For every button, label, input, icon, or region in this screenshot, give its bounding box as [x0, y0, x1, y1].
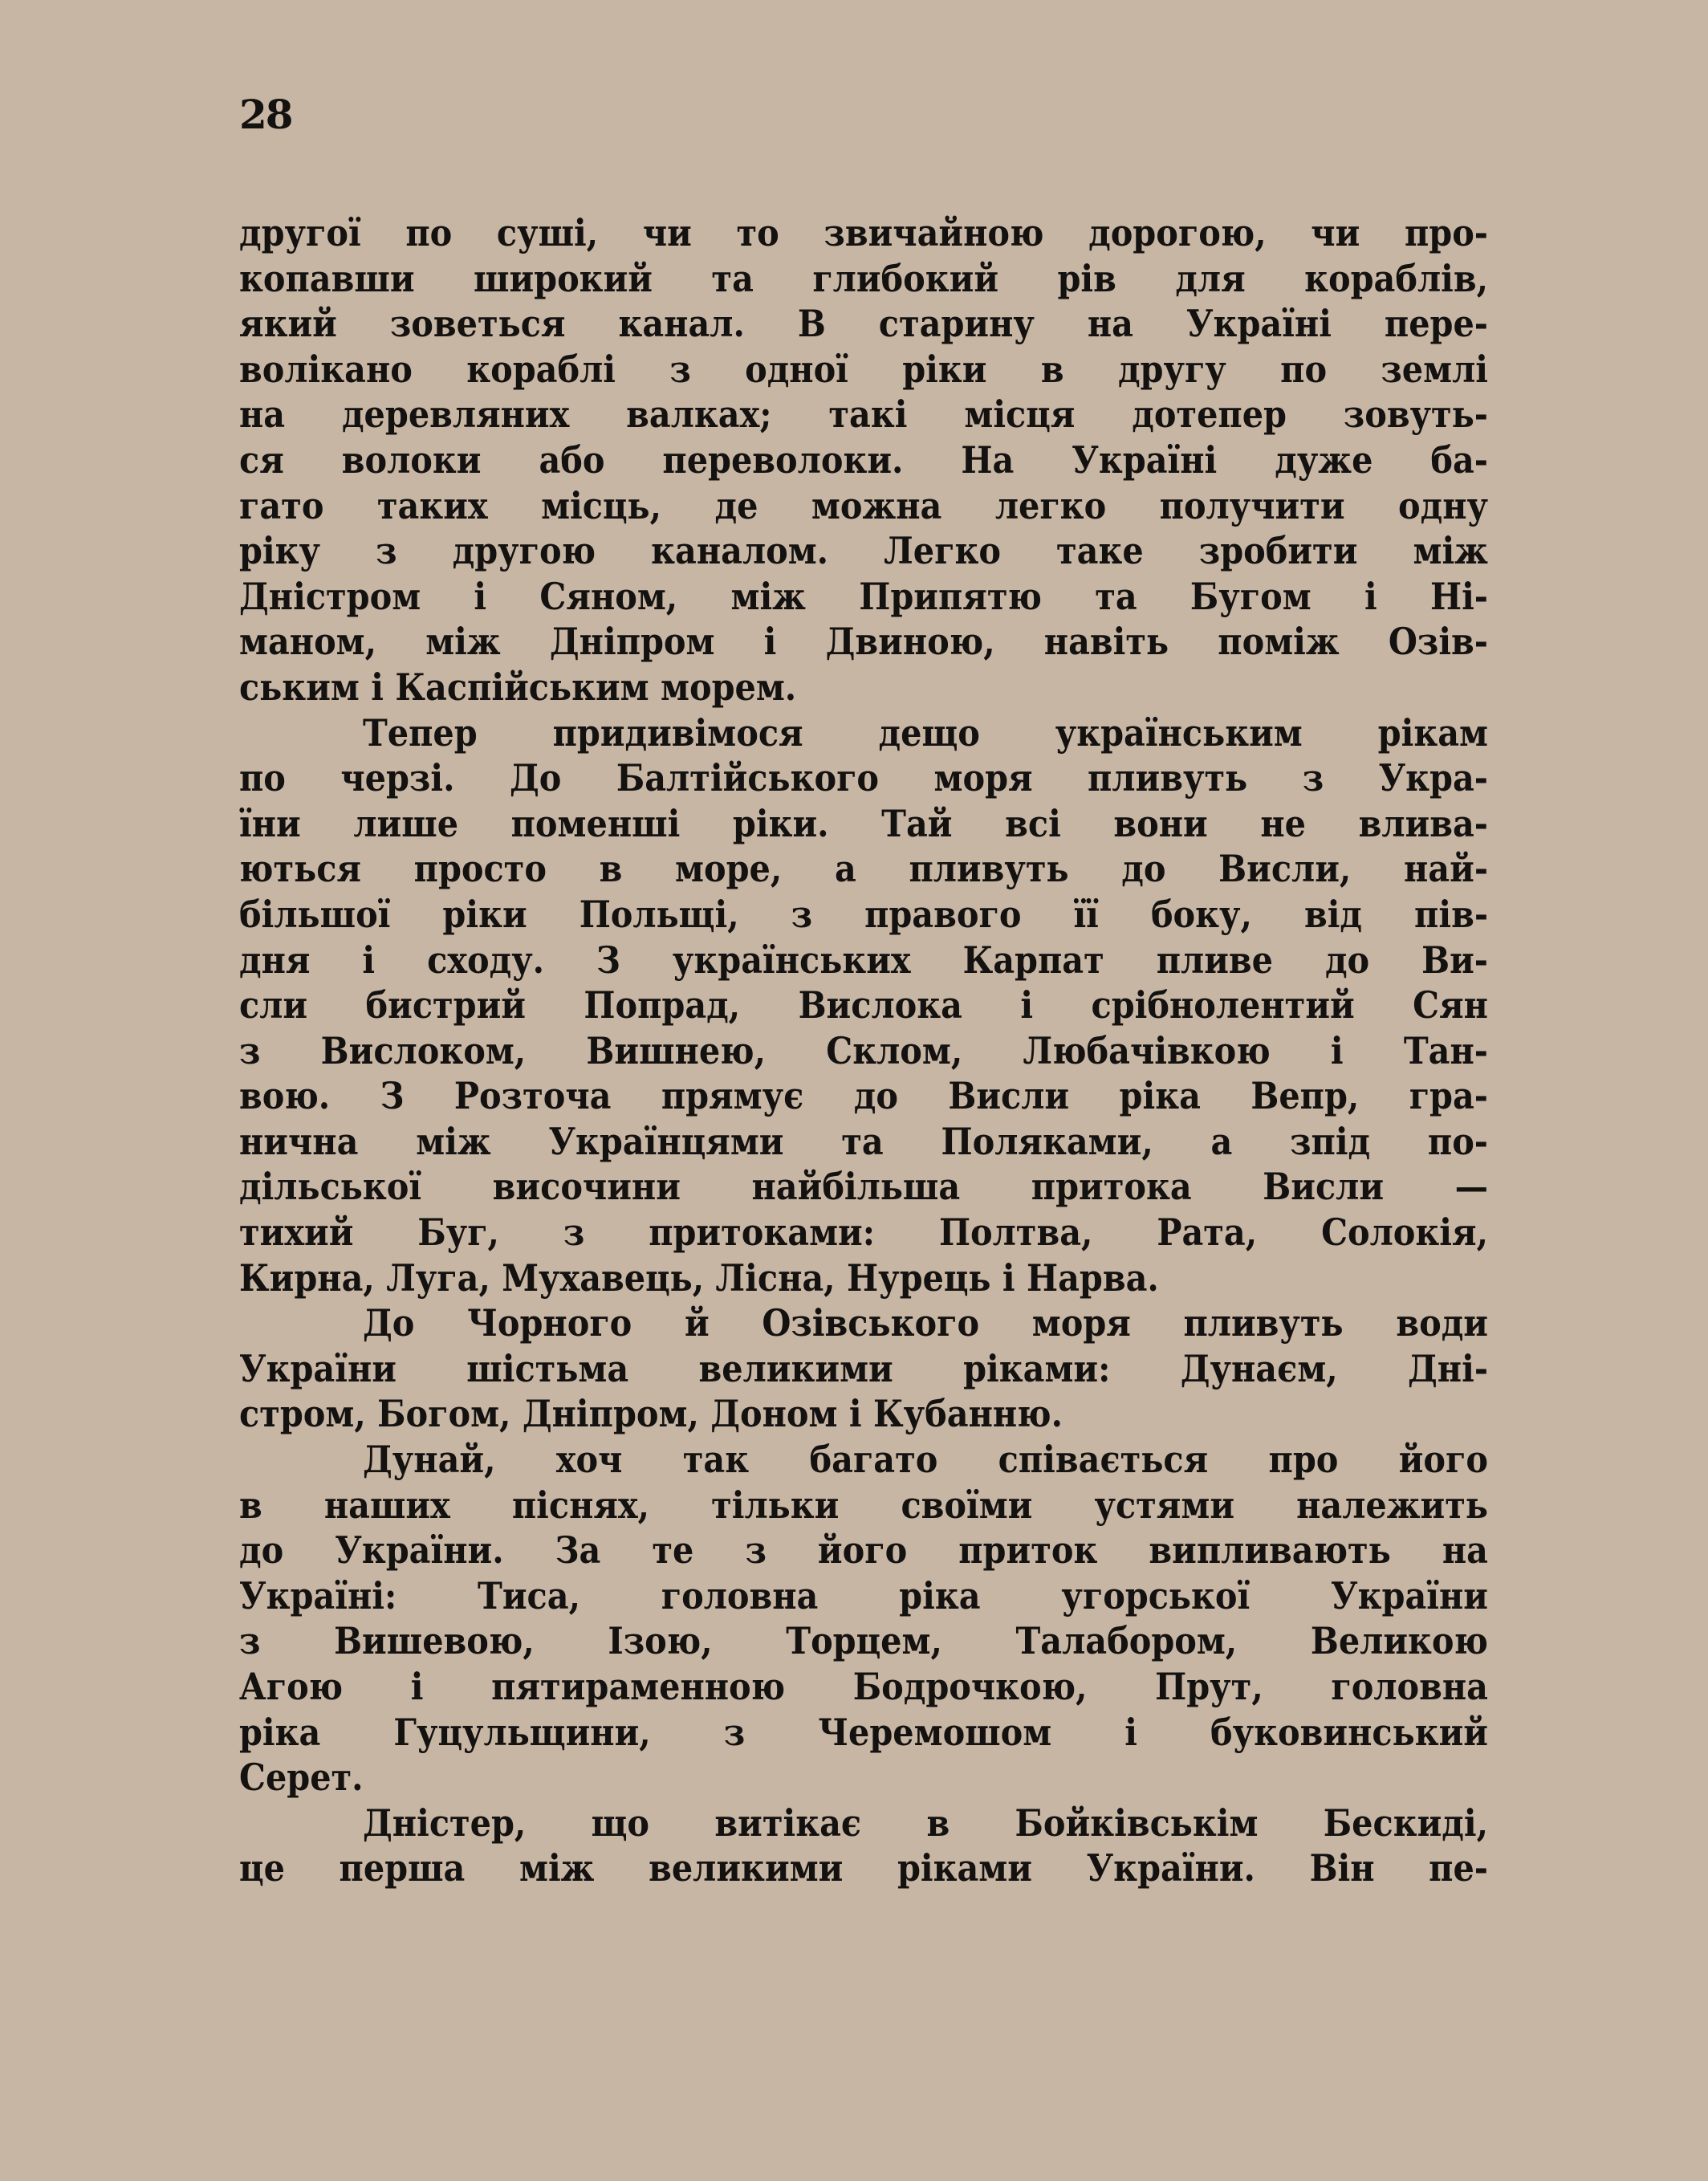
text-line: вою. З Розточа прямує до Висли ріка Вепр, гра-: [239, 1074, 1488, 1118]
body-text: [239, 210, 1488, 1891]
text-line: Агою і пятираменною Бодрочкою, Прут, головна: [239, 1665, 1488, 1708]
text-line: більшої ріки Польщі, з правого її боку, від пів-: [239, 892, 1488, 936]
text-line: це перша між великими ріками України. Він пе-: [239, 1846, 1488, 1890]
text-line: ся волоки або переволоки. На Україні дуже ба-: [239, 437, 1488, 482]
text-line: який зоветься канал. В старину на Україні пере-: [239, 302, 1488, 346]
text-line: Дністер, що витікає в Бойківськім Бескиді,: [363, 1801, 1488, 1845]
text-line: на деревляних валках; такі місця дотепер зовуть-: [239, 393, 1488, 437]
text-line: України шістьма великими ріками: Дунаєм, Дні-: [239, 1346, 1488, 1390]
text-line: Дністром і Сяном, між Припятю та Бугом і Ні-: [239, 574, 1488, 618]
text-line: гато таких місць, де можна легко получити одну: [239, 483, 1488, 527]
text-line: дня і сходу. З українських Карпат пливе до Ви-: [239, 938, 1488, 982]
text-line: до України. За те з його приток випливають на: [239, 1528, 1488, 1573]
text-line: в наших піснях, тільки своїми устями належить: [239, 1483, 1488, 1527]
text-line: волікано кораблі з одної ріки в другу по землі: [239, 347, 1488, 391]
text-line: До Чорного й Озівського моря пливуть води: [363, 1301, 1488, 1345]
page-number: 28: [239, 91, 292, 138]
text-line: ються просто в море, а пливуть до Висли, най-: [239, 847, 1488, 891]
text-line: Тепер придивімося дещо українським рікам: [363, 710, 1488, 755]
text-line: нична між Українцями та Поляками, а зпід по-: [239, 1119, 1488, 1163]
text-line: другої по суші, чи то звичайною дорогою, чи про-: [239, 211, 1488, 254]
text-line: з Вишевою, Ізою, Торцем, Талабором, Великою: [239, 1619, 1488, 1663]
text-line: тихий Буг, з притоками: Полтва, Рата, Солокія,: [239, 1211, 1488, 1255]
text-line: Кирна, Луга, Мухавець, Лісна, Нурець і Нарва.: [239, 1255, 1159, 1300]
text-line: маном, між Дніпром і Двиною, навіть поміж Озів-: [239, 620, 1488, 664]
text-line: сли бистрий Попрад, Вислока і срібнолентий Сян: [239, 983, 1488, 1027]
text-line: Дунай, хоч так багато співається про його: [363, 1438, 1488, 1482]
text-line: ріка Гуцульщини, з Черемошом і буковинський: [239, 1710, 1488, 1754]
text-line: ріку з другою каналом. Легко таке зробити між: [239, 529, 1488, 573]
text-line: дільської височини найбільша притока Висли —: [239, 1165, 1488, 1209]
text-line: копавши широкий та глибокий рів для кораблів,: [239, 256, 1488, 300]
text-line: їни лише поменші ріки. Тай всі вони не влива-: [239, 801, 1488, 845]
text-line: Серет.: [239, 1756, 364, 1800]
text-line: з Вислоком, Вишнею, Склом, Любачівкою і Тан-: [239, 1028, 1488, 1072]
text-line: стром, Богом, Дніпром, Доном і Кубанню.: [239, 1392, 1063, 1436]
text-line: по черзі. До Балтійського моря пливуть з Укра-: [239, 756, 1488, 800]
text-line: ським і Каспійським морем.: [239, 665, 797, 709]
text-line: Україні: Тиса, головна ріка угорської України: [239, 1573, 1488, 1617]
